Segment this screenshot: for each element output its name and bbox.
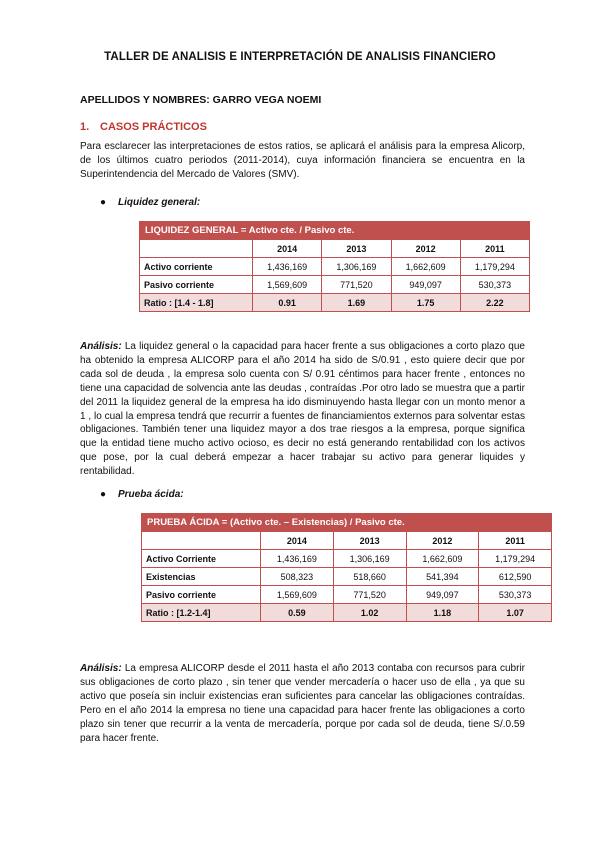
- liquidez-table: [139, 221, 530, 312]
- student-names: APELLIDOS Y NOMBRES: GARRO VEGA NOEMI: [80, 94, 322, 106]
- ratio-value: 1.69: [322, 294, 391, 312]
- prueba-year: 2014: [261, 532, 334, 550]
- cell-value: 1,179,294: [460, 258, 529, 276]
- cell-value: 1,306,169: [333, 550, 406, 568]
- prueba-year: 2011: [479, 532, 552, 550]
- ratio-value: 0.59: [261, 604, 334, 622]
- prueba-table-header: PRUEBA ÁCIDA = (Activo cte. – Existencias) / Pasivo cte.: [142, 514, 552, 532]
- analysis-text: La liquidez general o la capacidad para hacer frente a sus obligaciones a corto plazo que ha obtenido la empresa ALICORP para el año 2014 ha sido de S/0.91 , esto quiere decir que por cada sol de deuda , la empresa solo cuenta con S/ 0.91 céntimos para hacer frente , entonces no tiene una capacidad de solvencia ante las deudas , contraídas .Por otro lado se muestra que a partir del 2011 la liquidez general de la empresa ha ido disminuyendo hasta llegar con un monto menor a 1 , lo cual la empresa tendrá que recurrir a fuentes de financiamientos externos para solventar estas obligaciones. También tener una liquidez mayor a dos trae riesgos a la empresa, porque significa que la entidad tiene mucho activo ocioso, es decir no está generando rentabilidad con los activos que pose, por la cual deberá empezar a hacer trabajar su activo para generar liquides y rentabilidad.: [80, 341, 525, 478]
- cell-value: 541,394: [406, 568, 479, 586]
- section-title: CASOS PRÁCTICOS: [100, 121, 207, 133]
- document-title: TALLER DE ANALISIS E INTERPRETACIÓN DE ANALISIS FINANCIERO: [104, 51, 496, 63]
- row-label: Activo corriente: [140, 258, 253, 276]
- prueba-year: 2012: [406, 532, 479, 550]
- section-number: 1.: [80, 121, 90, 133]
- cell-value: 1,569,609: [253, 276, 322, 294]
- prueba-corner-cell: [142, 532, 261, 550]
- cell-value: 508,323: [261, 568, 334, 586]
- bullet-prueba-label: Prueba ácida:: [118, 489, 184, 500]
- cell-value: 1,662,609: [391, 258, 460, 276]
- liquidez-corner-cell: [140, 240, 253, 258]
- intro-paragraph: Para esclarecer las interpretaciones de estos ratios, se aplicará el análisis para la empresa Alicorp, de los últimos cuatro periodos (2011-2014), cuya información financiera se encuentra en la Superintendencia del Mercado de Valores (SMV).: [80, 141, 525, 180]
- prueba-year: 2013: [333, 532, 406, 550]
- cell-value: 949,097: [391, 276, 460, 294]
- cell-value: 1,179,294: [479, 550, 552, 568]
- analysis-label: Análisis:: [80, 663, 122, 674]
- table-row: [142, 568, 552, 586]
- cell-value: 771,520: [333, 586, 406, 604]
- bullet-liquidez-label: Liquidez general:: [118, 197, 201, 208]
- bullet-dot-icon: ●: [100, 489, 107, 500]
- table-row: [142, 586, 552, 604]
- row-label: Pasivo corriente: [140, 276, 253, 294]
- liquidez-year: 2013: [322, 240, 391, 258]
- cell-value: 1,436,169: [261, 550, 334, 568]
- bullet-dot-icon: ●: [100, 197, 107, 208]
- ratio-value: 1.75: [391, 294, 460, 312]
- cell-value: 612,590: [479, 568, 552, 586]
- ratio-value: 0.91: [253, 294, 322, 312]
- row-label: Activo Corriente: [142, 550, 261, 568]
- analysis-text: La empresa ALICORP desde el 2011 hasta el año 2013 contaba con recursos para cubrir sus obligaciones de corto plazo , sin tener que vender mercadería o hacer uso de ella , ya que su activo que poseía sin incluir existencias eran suficientes para cancelar las obligaciones contraídas. Pero en el año 2014 la empresa no tiene una capacidad para hacer frente las obligaciones a corto plazo sin tener que recurrir a la venta de mercadería, porque por cada sol de deuda, tiene S/.0.59 para hacer frente.: [80, 663, 525, 744]
- cell-value: 518,660: [333, 568, 406, 586]
- liquidez-table-header: LIQUIDEZ GENERAL = Activo cte. / Pasivo cte.: [140, 222, 530, 240]
- ratio-value: 1.02: [333, 604, 406, 622]
- ratio-row: [142, 604, 552, 622]
- cell-value: 530,373: [460, 276, 529, 294]
- prueba-table: [141, 513, 552, 622]
- row-label: Pasivo corriente: [142, 586, 261, 604]
- liquidez-year: 2011: [460, 240, 529, 258]
- table-row: [142, 550, 552, 568]
- cell-value: 530,373: [479, 586, 552, 604]
- cell-value: 1,569,609: [261, 586, 334, 604]
- bullet-prueba: [100, 489, 184, 500]
- prueba-analysis: [80, 662, 525, 745]
- table-row: [140, 258, 530, 276]
- ratio-label: Ratio : [1.4 - 1.8]: [140, 294, 253, 312]
- row-label: Existencias: [142, 568, 261, 586]
- cell-value: 1,306,169: [322, 258, 391, 276]
- analysis-label: Análisis:: [80, 341, 122, 352]
- ratio-row: [140, 294, 530, 312]
- liquidez-analysis: [80, 340, 525, 479]
- cell-value: 1,436,169: [253, 258, 322, 276]
- cell-value: 1,662,609: [406, 550, 479, 568]
- liquidez-year: 2012: [391, 240, 460, 258]
- bullet-liquidez: [100, 197, 200, 208]
- ratio-label: Ratio : [1.2-1.4]: [142, 604, 261, 622]
- ratio-value: 1.07: [479, 604, 552, 622]
- cell-value: 771,520: [322, 276, 391, 294]
- liquidez-year: 2014: [253, 240, 322, 258]
- table-row: [140, 276, 530, 294]
- ratio-value: 1.18: [406, 604, 479, 622]
- section-heading: [80, 121, 207, 133]
- cell-value: 949,097: [406, 586, 479, 604]
- ratio-value: 2.22: [460, 294, 529, 312]
